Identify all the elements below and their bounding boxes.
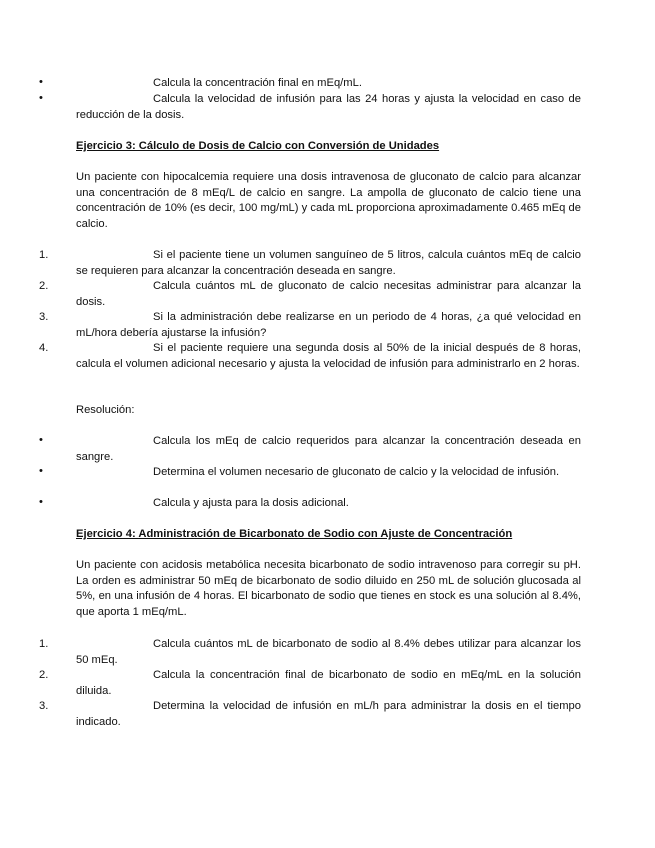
list-item — [39, 341, 581, 372]
list-number: 4. — [39, 342, 49, 354]
list-item — [39, 92, 581, 123]
list-item — [39, 279, 581, 310]
list-item-text: Calcula la concentración final de bicarbonato de sodio en mEq/mL en la solución diluida. — [76, 669, 581, 697]
list-item-text: Determina la velocidad de infusión en mL/h para administrar la dosis en el tiempo indicado. — [76, 700, 581, 728]
exercise-4-intro: Un paciente con acidosis metabólica necesita bicarbonato de sodio intravenoso para corregir su pH. La orden es administrar 50 mEq de bicarbonato de sodio diluido en 250 mL de solución glucosada al 5%, en una infusión de 4 horas. El bicarbonato de sodio que tienes en stock es una solución al 8.4%, que aporta 1 mEq/mL. — [76, 559, 581, 618]
list-item-text: Calcula cuántos mL de bicarbonato de sodio al 8.4% debes utilizar para alcanzar los 50 mEq. — [76, 638, 581, 666]
bullet-icon: • — [39, 496, 43, 508]
list-item-text: Si el paciente requiere una segunda dosis al 50% de la inicial después de 8 horas, calcula el volumen adicional necesario y ajusta la velocidad de infusión para administrarlo en 2 horas. — [76, 342, 581, 370]
list-number: 2. — [39, 669, 49, 681]
bullet-icon: • — [39, 92, 43, 104]
exercise-4-title: Ejercicio 4: Administración de Bicarbonato de Sodio con Ajuste de Concentración — [76, 528, 513, 540]
bullet-icon: • — [39, 76, 43, 88]
list-item — [39, 310, 581, 341]
list-number: 3. — [39, 700, 49, 712]
list-number: 1. — [39, 638, 49, 650]
list-item — [39, 668, 581, 699]
list-item — [39, 637, 581, 668]
exercise-3-intro: Un paciente con hipocalcemia requiere una dosis intravenosa de gluconato de calcio para alcanzar una concentración de 8 mEq/L de calcio en sangre. La ampolla de gluconato de calcio tiene una concentración de 10% (es decir, 100 mg/mL) y cada mL proporciona aproximadamente 0.465 mEq de calcio. — [76, 171, 581, 230]
list-number: 2. — [39, 280, 49, 292]
list-item-text: Determina el volumen necesario de gluconato de calcio y la velocidad de infusión. — [153, 466, 560, 478]
exercise-3-title: Ejercicio 3: Cálculo de Dosis de Calcio con Conversión de Unidades — [76, 140, 440, 152]
list-item-text: Calcula la concentración final en mEq/mL. — [153, 77, 362, 89]
list-item-text: Calcula los mEq de calcio requeridos para alcanzar la concentración deseada en sangre. — [76, 435, 581, 463]
list-item — [39, 434, 581, 465]
list-item-text: Si el paciente tiene un volumen sanguíneo de 5 litros, calcula cuántos mEq de calcio se requieren para alcanzar la concentración deseada en sangre. — [76, 249, 581, 277]
list-item — [39, 496, 581, 512]
list-item — [39, 699, 581, 730]
bullet-icon: • — [39, 434, 43, 446]
resolution-label: Resolución: — [76, 404, 135, 416]
list-number: 1. — [39, 249, 49, 261]
list-item-text: Calcula cuántos mL de gluconato de calcio necesitas administrar para alcanzar la dosis. — [76, 280, 581, 308]
list-item-text: Calcula la velocidad de infusión para las 24 horas y ajusta la velocidad en caso de reducción de la dosis. — [76, 93, 581, 121]
list-item-text: Calcula y ajusta para la dosis adicional. — [153, 497, 349, 509]
bullet-icon: • — [39, 465, 43, 477]
list-item — [39, 465, 581, 481]
list-item — [39, 248, 581, 279]
list-number: 3. — [39, 311, 49, 323]
list-item — [39, 76, 581, 92]
list-item-text: Si la administración debe realizarse en un periodo de 4 horas, ¿a qué velocidad en mL/hora debería ajustarse la infusión? — [76, 311, 581, 339]
